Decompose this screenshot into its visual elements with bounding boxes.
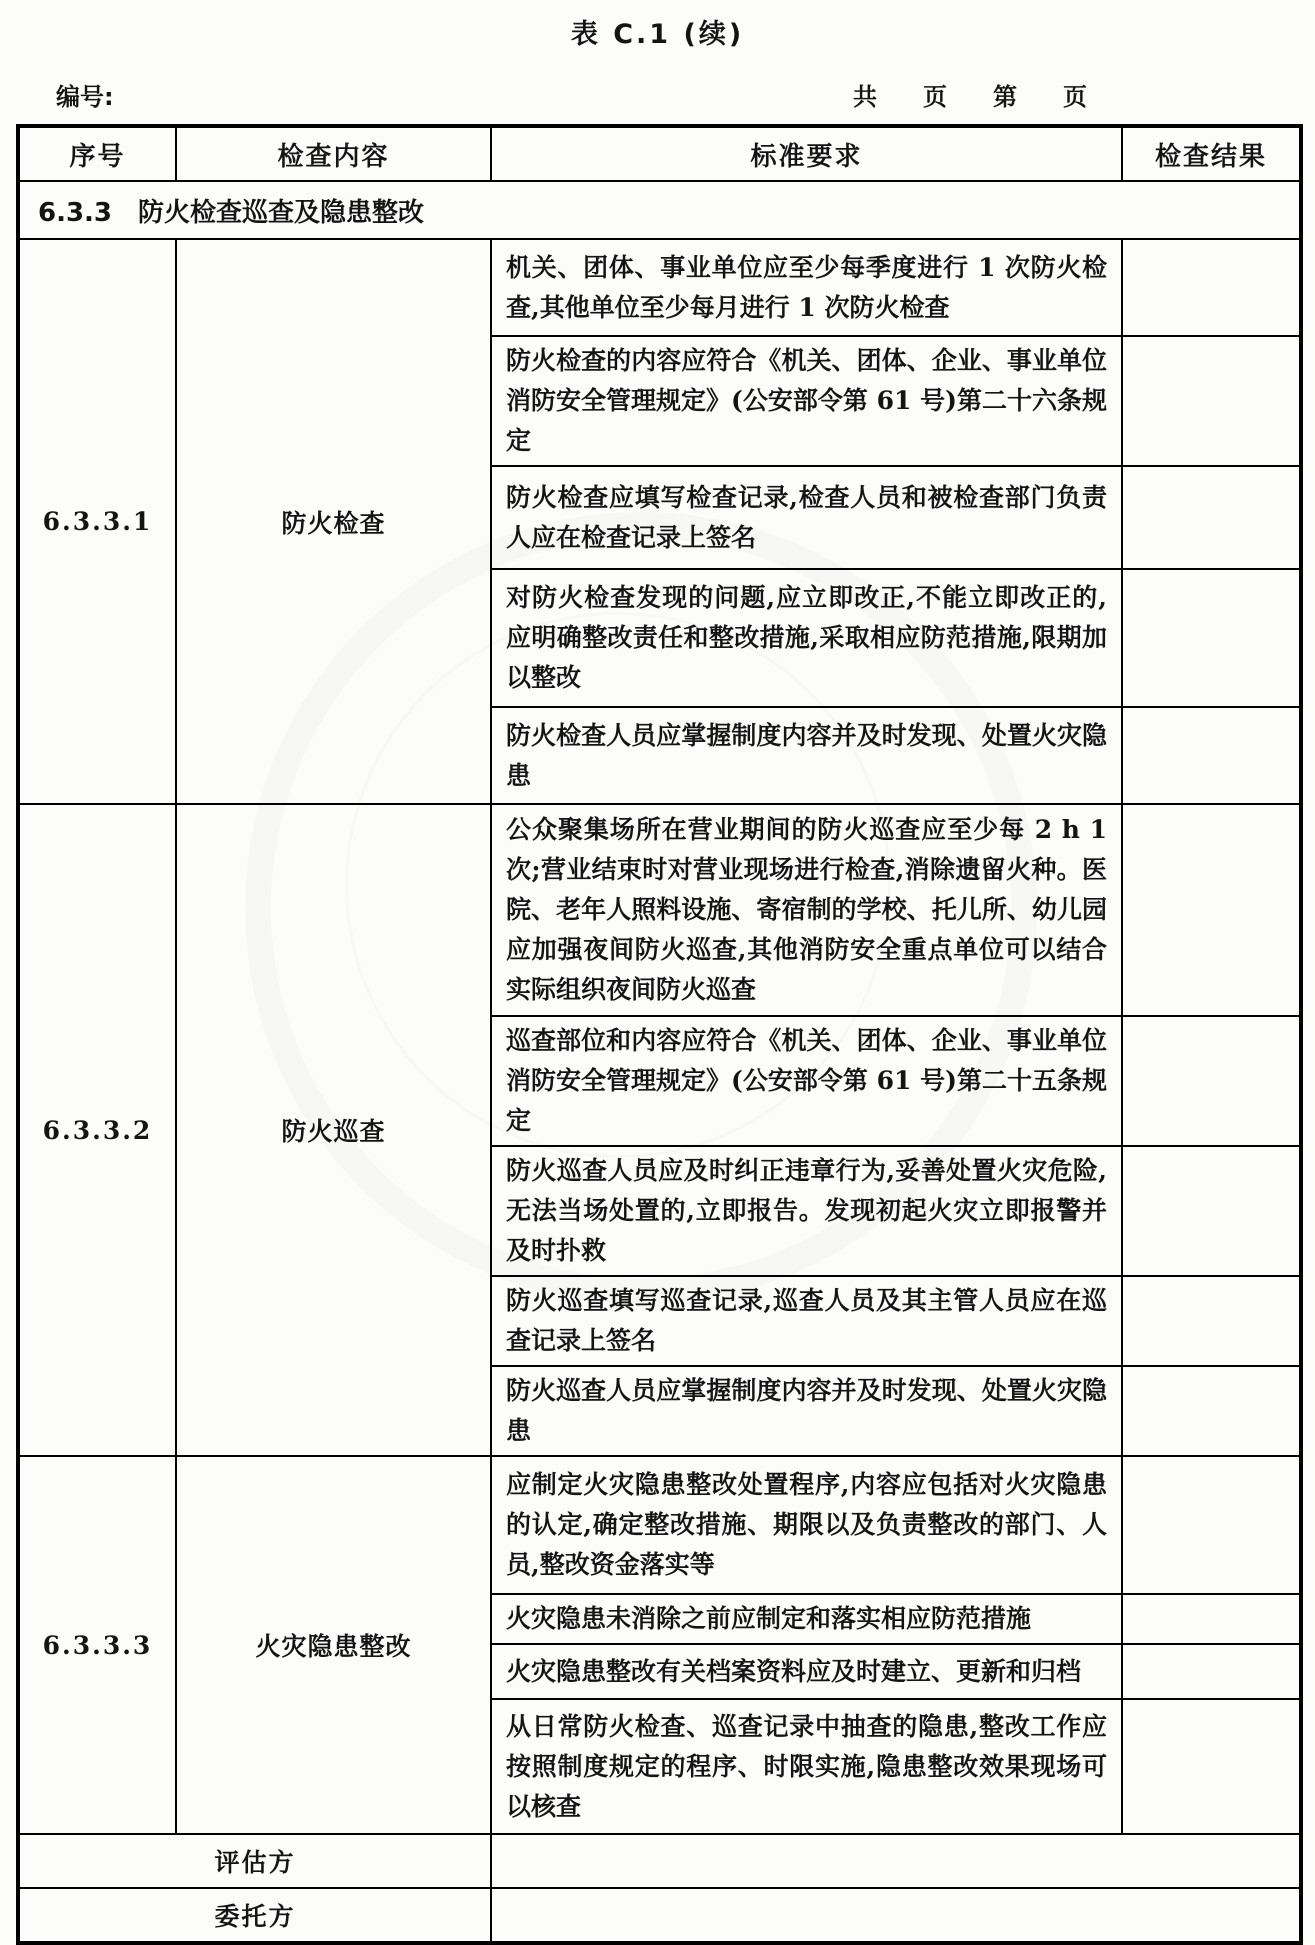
requirement-text: 防火巡查人员应及时纠正违章行为,妥善处置火灾危险,无法当场处置的,立即报告。发现初起火灾立即报警并及时扑救 xyxy=(491,1146,1122,1276)
column-header-serial: 序号 xyxy=(18,126,176,181)
page-title: 表 C.1 (续) xyxy=(570,19,745,50)
pagination-label-page: 页 xyxy=(1063,83,1087,111)
result-cell xyxy=(1122,1276,1301,1366)
result-cell xyxy=(1122,804,1301,1016)
inspection-table xyxy=(16,124,1303,1945)
meta-row xyxy=(16,77,1299,112)
result-cell xyxy=(1122,466,1301,569)
pagination xyxy=(853,77,1087,112)
client-label: 委托方 xyxy=(18,1888,491,1943)
result-cell xyxy=(1122,1146,1301,1276)
result-cell xyxy=(1122,1016,1301,1146)
table-row xyxy=(18,804,1301,1016)
pagination-label-ordinal: 第 xyxy=(993,83,1017,111)
row-content: 防火巡查 xyxy=(176,804,491,1456)
requirement-text: 防火检查的内容应符合《机关、团体、企业、事业单位消防安全管理规定》(公安部令第 61 号)第二十六条规定 xyxy=(491,336,1122,466)
pagination-label-total: 共 xyxy=(853,83,877,111)
result-cell xyxy=(1122,569,1301,707)
requirement-text: 巡查部位和内容应符合《机关、团体、企业、事业单位消防安全管理规定》(公安部令第 61 号)第二十五条规定 xyxy=(491,1016,1122,1146)
result-cell xyxy=(1122,1456,1301,1594)
table-row xyxy=(18,1456,1301,1594)
requirement-text: 火灾隐患未消除之前应制定和落实相应防范措施 xyxy=(491,1594,1122,1644)
table-header-row xyxy=(18,126,1301,181)
result-cell xyxy=(1122,1644,1301,1699)
column-header-requirement: 标准要求 xyxy=(491,126,1122,181)
requirement-text: 机关、团体、事业单位应至少每季度进行 1 次防火检查,其他单位至少每月进行 1 次防火检查 xyxy=(491,239,1122,336)
result-cell xyxy=(1122,239,1301,336)
table-row xyxy=(18,239,1301,336)
result-cell xyxy=(1122,1699,1301,1834)
row-code: 6.3.3.2 xyxy=(18,804,176,1456)
assessor-label: 评估方 xyxy=(18,1834,491,1888)
requirement-text: 应制定火灾隐患整改处置程序,内容应包括对火灾隐患的认定,确定整改措施、期限以及负责整改的部门、人员,整改资金落实等 xyxy=(491,1456,1122,1594)
result-cell xyxy=(1122,1366,1301,1456)
requirement-text: 防火检查应填写检查记录,检查人员和被检查部门负责人应在检查记录上签名 xyxy=(491,466,1122,569)
requirement-text: 火灾隐患整改有关档案资料应及时建立、更新和归档 xyxy=(491,1644,1122,1699)
pagination-label-pages: 页 xyxy=(923,83,947,111)
client-value-cell xyxy=(491,1888,1301,1943)
result-cell xyxy=(1122,336,1301,466)
requirement-text: 从日常防火检查、巡查记录中抽查的隐患,整改工作应按照制度规定的程序、时限实施,隐患整改效果现场可以核查 xyxy=(491,1699,1122,1834)
section-title: 防火检查巡查及隐患整改 xyxy=(138,197,425,228)
requirement-text: 对防火检查发现的问题,应立即改正,不能立即改正的,应明确整改责任和整改措施,采取相应防范措施,限期加以整改 xyxy=(491,569,1122,707)
row-content: 火灾隐患整改 xyxy=(176,1456,491,1834)
section-code: 6.3.3 xyxy=(38,197,113,228)
number-label: 编号: xyxy=(56,83,114,111)
assessor-value-cell xyxy=(491,1834,1301,1888)
table-row xyxy=(18,1888,1301,1943)
row-code: 6.3.3.3 xyxy=(18,1456,176,1834)
column-header-content: 检查内容 xyxy=(176,126,491,181)
table-row xyxy=(18,1834,1301,1888)
row-code: 6.3.3.1 xyxy=(18,239,176,804)
requirement-text: 公众聚集场所在营业期间的防火巡查应至少每 2 h 1 次;营业结束时对营业现场进行检查,消除遗留火种。医院、老年人照料设施、寄宿制的学校、托儿所、幼儿园应加强夜间防火巡查,其他消防安全重点单位可以结合实际组织夜间防火巡查 xyxy=(491,804,1122,1016)
requirement-text: 防火巡查填写巡查记录,巡查人员及其主管人员应在巡查记录上签名 xyxy=(491,1276,1122,1366)
requirement-text: 防火巡查人员应掌握制度内容并及时发现、处置火灾隐患 xyxy=(491,1366,1122,1456)
requirement-text: 防火检查人员应掌握制度内容并及时发现、处置火灾隐患 xyxy=(491,707,1122,804)
column-header-result: 检查结果 xyxy=(1122,126,1301,181)
section-row xyxy=(18,181,1301,239)
row-content: 防火检查 xyxy=(176,239,491,804)
result-cell xyxy=(1122,1594,1301,1644)
result-cell xyxy=(1122,707,1301,804)
